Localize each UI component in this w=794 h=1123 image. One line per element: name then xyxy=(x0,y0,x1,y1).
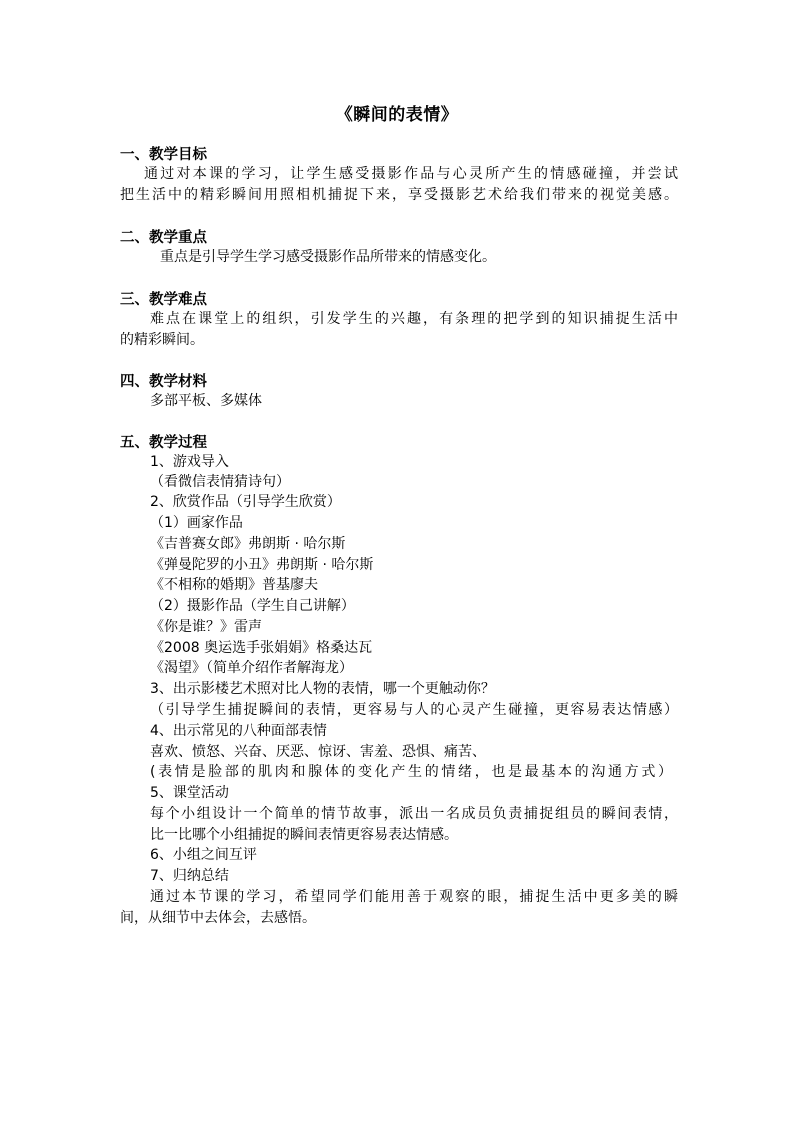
process-line: 间，从细节中去体会，去感悟。 xyxy=(120,910,316,926)
process-line: 5、课堂活动 xyxy=(150,785,229,801)
heading-teaching-process: 五、教学过程 xyxy=(120,435,207,451)
process-line: 6、小组之间互评 xyxy=(150,847,257,863)
process-line: 2、欣赏作品（引导学生欣赏） xyxy=(150,494,341,510)
process-line: （引导学生捕捉瞬间的表情，更容易与人的心灵产生碰撞，更容易表达情感） xyxy=(150,702,678,718)
process-line: 7、归纳总结 xyxy=(150,868,229,884)
process-line: 《渴望》（简单介绍作者解海龙） xyxy=(150,660,353,676)
process-line: （2）摄影作品（学生自己讲解） xyxy=(150,598,355,614)
process-line: 4、出示常见的八种面部表情 xyxy=(150,723,327,739)
process-line: （1）画家作品 xyxy=(150,515,243,531)
heading-teaching-goal: 一、教学目标 xyxy=(120,147,207,163)
materials-line-1: 多部平板、多媒体 xyxy=(150,393,262,409)
document-title: 《瞬间的表情》 xyxy=(335,105,459,125)
process-line: 通过本节课的学习，希望同学们能用善于观察的眼，捕捉生活中更多美的瞬 xyxy=(150,889,678,905)
goal-line-1: 通过对本课的学习，让学生感受摄影作品与心灵所产生的情感碰撞，并尝试 xyxy=(144,166,678,182)
heading-teaching-focus: 二、教学重点 xyxy=(120,230,207,246)
process-line: 《2008 奥运选手张娟娟》格桑达瓦 xyxy=(150,640,373,656)
heading-teaching-materials: 四、教学材料 xyxy=(120,374,207,390)
process-line: 《不相称的婚期》普基廖夫 xyxy=(150,577,318,593)
process-line: 1、游戏导入 xyxy=(150,454,229,470)
process-line: 《弹曼陀罗的小丑》弗朗斯 · 哈尔斯 xyxy=(150,557,374,573)
process-line: 每个小组设计一个简单的情节故事，派出一名成员负责捕捉组员的瞬间表情， xyxy=(150,806,678,822)
process-line: （看微信表情猜诗句） xyxy=(150,474,290,490)
heading-teaching-difficulty: 三、教学难点 xyxy=(120,292,207,308)
difficulty-line-1: 难点在课堂上的组织，引发学生的兴趣，有条理的把学到的知识捕捉生活中 xyxy=(150,311,678,327)
goal-line-2: 把生活中的精彩瞬间用照相机捕捉下来，享受摄影艺术给我们带来的视觉美感。 xyxy=(120,187,678,203)
process-line: 《你是谁？》雷声 xyxy=(150,619,262,635)
process-line: 《吉普赛女郎》弗朗斯 · 哈尔斯 xyxy=(150,536,346,552)
process-line: 喜欢、愤怒、兴奋、厌恶、惊讶、害羞、恐惧、痛苦、 xyxy=(150,744,486,760)
focus-line-1: 重点是引导学生学习感受摄影作品所带来的情感变化。 xyxy=(160,249,496,265)
process-line: 比一比哪个小组捕捉的瞬间表情更容易表达情感。 xyxy=(150,827,458,843)
process-line: 3、出示影楼艺术照对比人物的表情，哪一个更触动你？ xyxy=(150,681,495,697)
difficulty-line-2: 的精彩瞬间。 xyxy=(120,332,204,348)
process-line: (表情是脸部的肌肉和腺体的变化产生的情绪，也是最基本的沟通方式） xyxy=(150,764,672,780)
